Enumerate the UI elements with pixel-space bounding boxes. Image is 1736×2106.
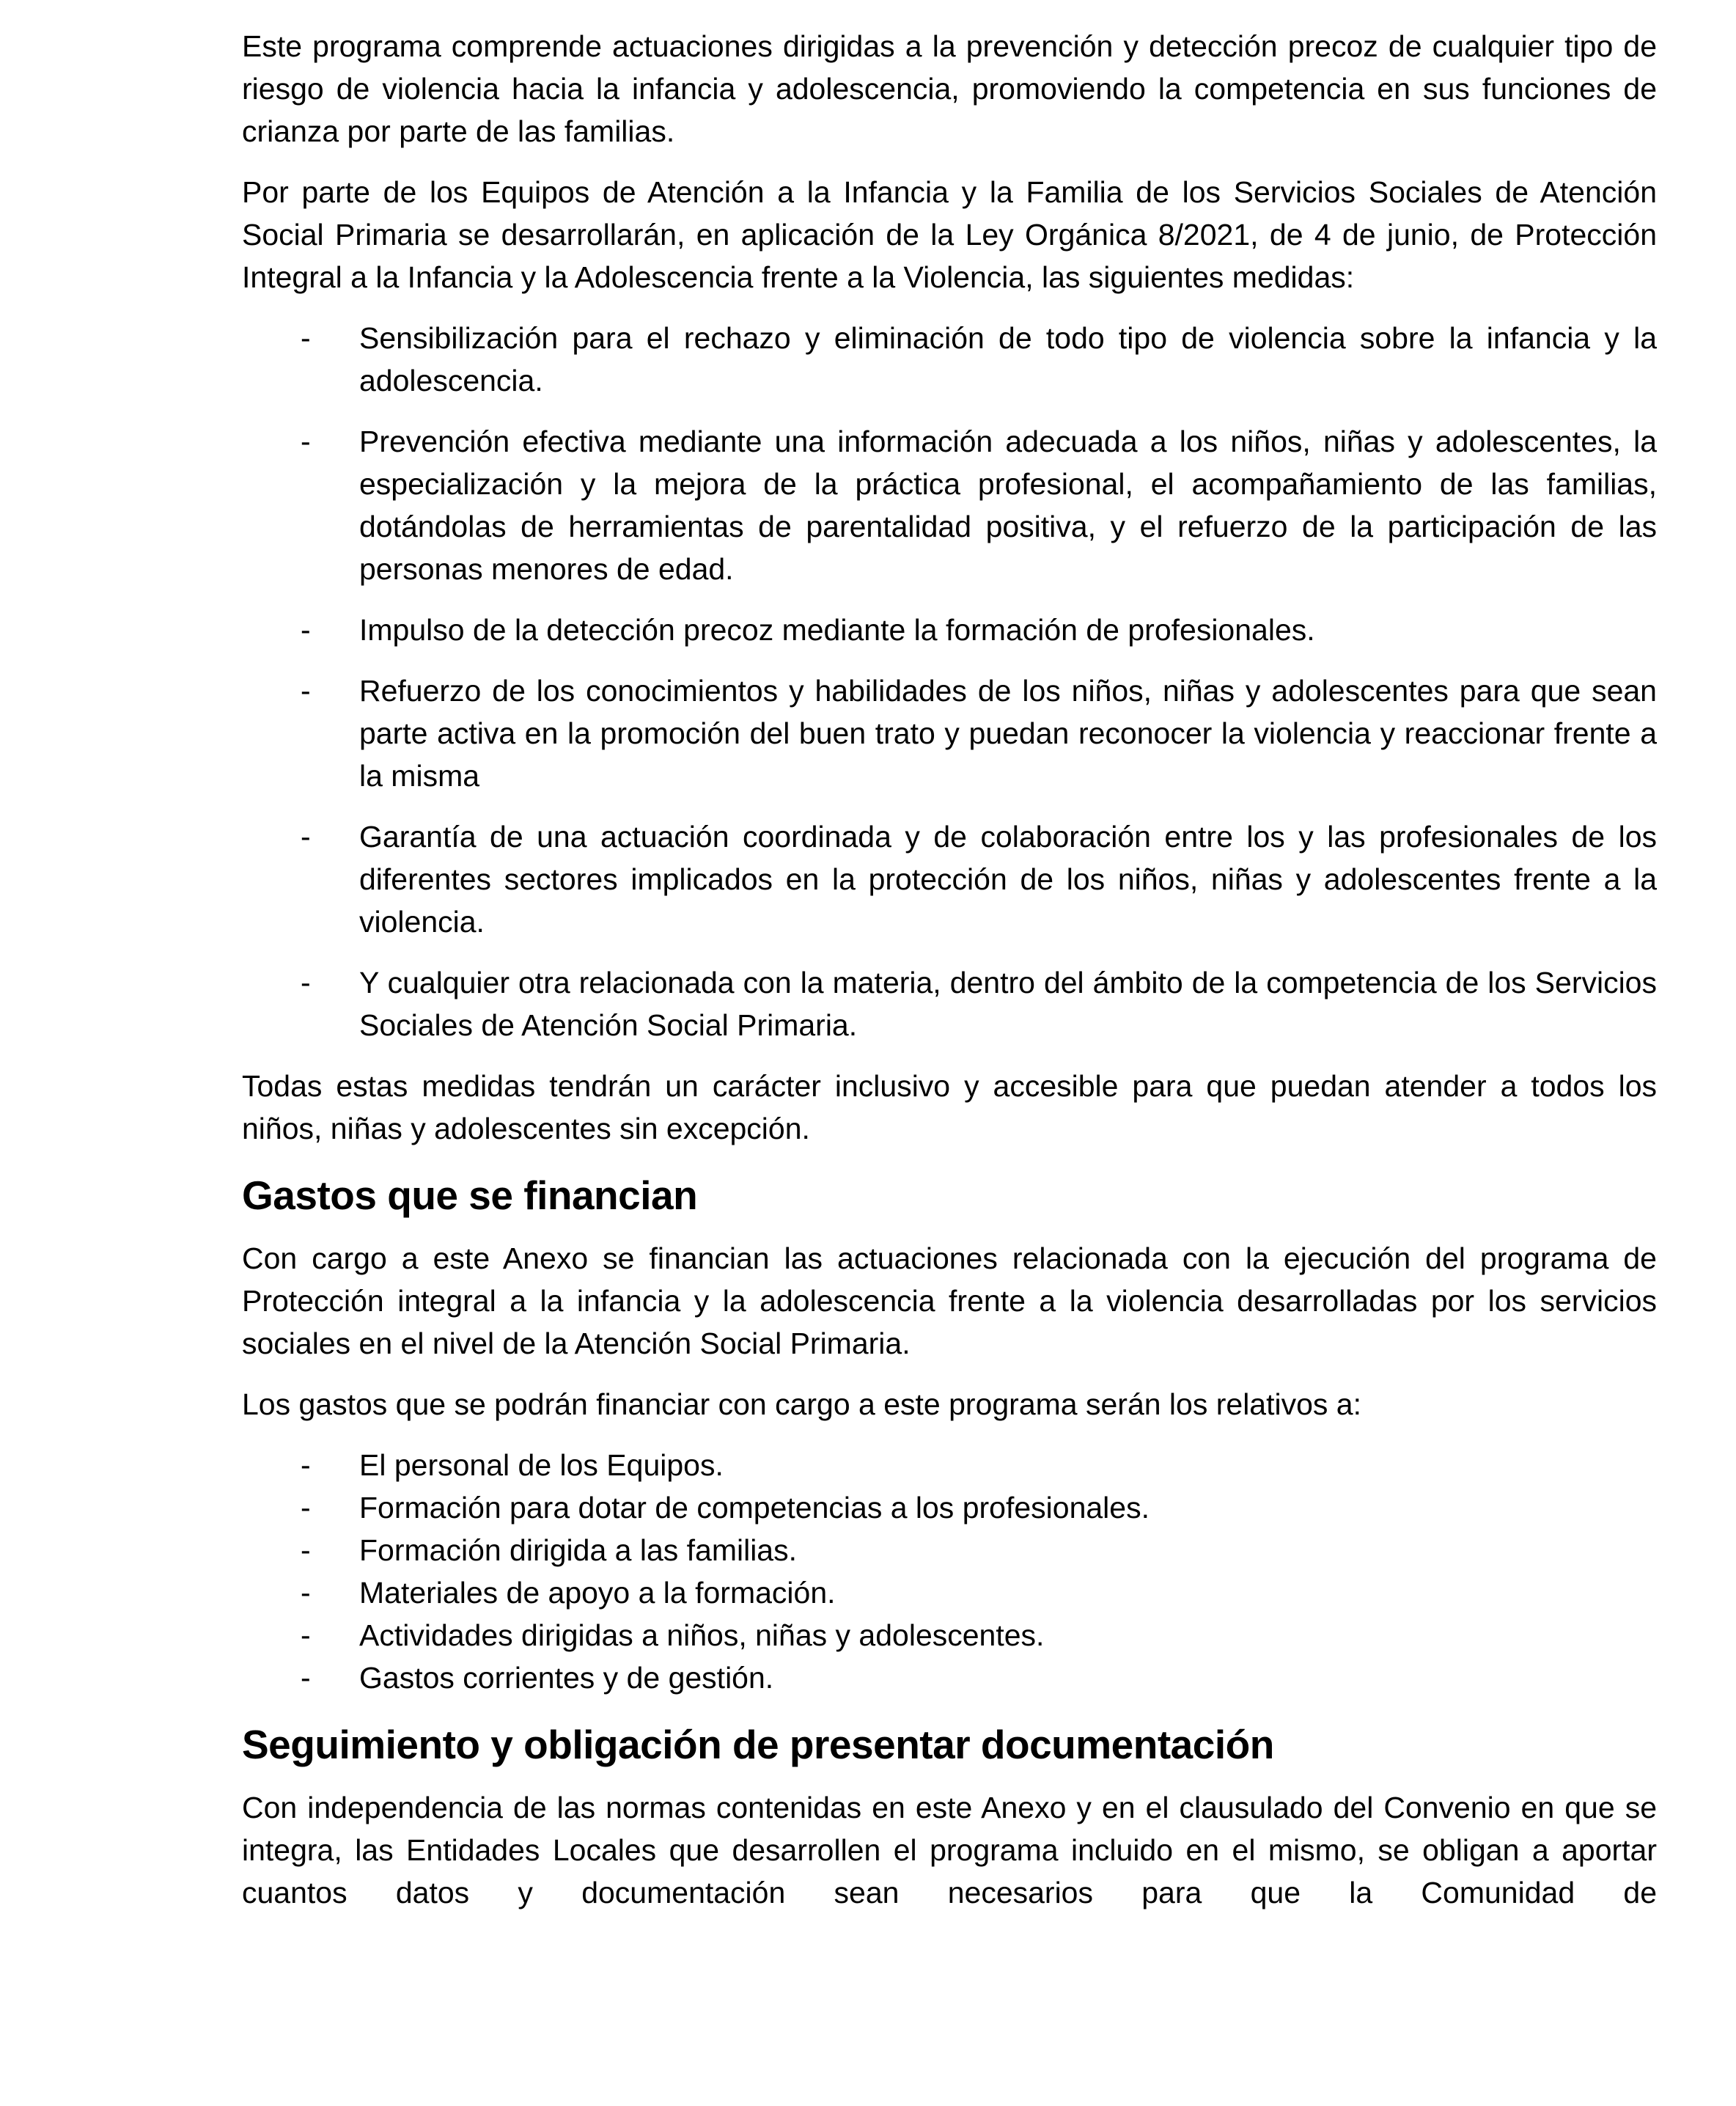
list-item-text: Formación dirigida a las familias. bbox=[359, 1533, 798, 1567]
list-item-text: Impulso de la detección precoz mediante la formación de profesionales. bbox=[359, 613, 1315, 647]
list-item bbox=[242, 1656, 1657, 1699]
list-item-text: Garantía de una actuación coordinada y de colaboración entre los y las profesionales de los diferentes sectores implicados en la protección de los niños, niñas y adolescentes frente a la violencia. bbox=[359, 820, 1657, 939]
dash-bullet: - bbox=[301, 1661, 311, 1695]
list-item bbox=[242, 669, 1657, 797]
list-item bbox=[242, 1444, 1657, 1486]
seguimiento-paragraph: Con independencia de las normas contenidas en este Anexo y en el clausulado del Convenio en que se integra, las Entidades Locales que desarrollen el programa incluido en el mismo, se obligan a aportar cuantos datos y documentación sean necesarios para que la Comunidad de bbox=[242, 1791, 1657, 1909]
cargo-paragraph: Con cargo a este Anexo se financian las actuaciones relacionada con la ejecución del programa de Protección integral a la infancia y la adolescencia frente a la violencia desarrolladas por los servicios sociales en el nivel de la Atención Social Primaria. bbox=[242, 1241, 1657, 1360]
dash-bullet: - bbox=[301, 674, 311, 708]
dash-bullet: - bbox=[301, 425, 311, 458]
list-item bbox=[242, 1529, 1657, 1571]
list-item bbox=[242, 961, 1657, 1046]
dash-bullet: - bbox=[301, 820, 311, 854]
dash-bullet: - bbox=[301, 1533, 311, 1567]
list-item bbox=[242, 1614, 1657, 1656]
list-item bbox=[242, 1486, 1657, 1529]
list-item-text: Prevención efectiva mediante una información adecuada a los niños, niñas y adolescentes, la especialización y la mejora de la práctica profesional, el acompañamiento de las familias, dotándolas de herramientas de parentalidad positiva, y el refuerzo de la participación de las personas menores de edad. bbox=[359, 425, 1657, 586]
list-item-text: Formación para dotar de competencias a los profesionales. bbox=[359, 1491, 1150, 1525]
dash-bullet: - bbox=[301, 1618, 311, 1652]
gastos-list bbox=[242, 1444, 1657, 1699]
equipos-paragraph: Por parte de los Equipos de Atención a la Infancia y la Familia de los Servicios Sociales de Atención Social Primaria se desarrollarán, en aplicación de la Ley Orgánica 8/2021, de 4 de junio, de Protección Integral a la Infancia y la Adolescencia frente a la Violencia, las siguientes medidas: bbox=[242, 175, 1657, 294]
list-item-text: Actividades dirigidas a niños, niñas y adolescentes. bbox=[359, 1618, 1045, 1652]
dash-bullet: - bbox=[301, 966, 311, 999]
inclusive-paragraph: Todas estas medidas tendrán un carácter inclusivo y accesible para que puedan atender a todos los niños, niñas y adolescentes sin excepción. bbox=[242, 1069, 1657, 1145]
list-item bbox=[242, 1571, 1657, 1614]
dash-bullet: - bbox=[301, 1491, 311, 1525]
dash-bullet: - bbox=[301, 321, 311, 355]
list-item bbox=[242, 317, 1657, 402]
list-item-text: El personal de los Equipos. bbox=[359, 1448, 724, 1482]
measures-list bbox=[242, 317, 1657, 1046]
gastos-intro-paragraph: Los gastos que se podrán financiar con cargo a este programa serán los relativos a: bbox=[242, 1387, 1361, 1421]
dash-bullet: - bbox=[301, 613, 311, 647]
dash-bullet: - bbox=[301, 1448, 311, 1482]
list-item-text: Y cualquier otra relacionada con la materia, dentro del ámbito de la competencia de los Servicios Sociales de Atención Social Primaria. bbox=[359, 966, 1657, 1042]
dash-bullet: - bbox=[301, 1576, 311, 1610]
list-item bbox=[242, 815, 1657, 943]
list-item bbox=[242, 420, 1657, 590]
section-heading-seguimiento: Seguimiento y obligación de presentar documentación bbox=[242, 1722, 1274, 1767]
section-heading-gastos: Gastos que se financian bbox=[242, 1173, 698, 1218]
list-item-text: Refuerzo de los conocimientos y habilidades de los niños, niñas y adolescentes para que sean parte activa en la promoción del buen trato y puedan reconocer la violencia y reaccionar frente a la misma bbox=[359, 674, 1657, 793]
list-item bbox=[242, 609, 1657, 651]
list-item-text: Sensibilización para el rechazo y eliminación de todo tipo de violencia sobre la infancia y la adolescencia. bbox=[359, 321, 1657, 397]
list-item-text: Materiales de apoyo a la formación. bbox=[359, 1576, 836, 1610]
intro-paragraph: Este programa comprende actuaciones dirigidas a la prevención y detección precoz de cualquier tipo de riesgo de violencia hacia la infancia y adolescencia, promoviendo la competencia en sus funciones de crianza por parte de las familias. bbox=[242, 29, 1657, 148]
list-item-text: Gastos corrientes y de gestión. bbox=[359, 1661, 774, 1695]
